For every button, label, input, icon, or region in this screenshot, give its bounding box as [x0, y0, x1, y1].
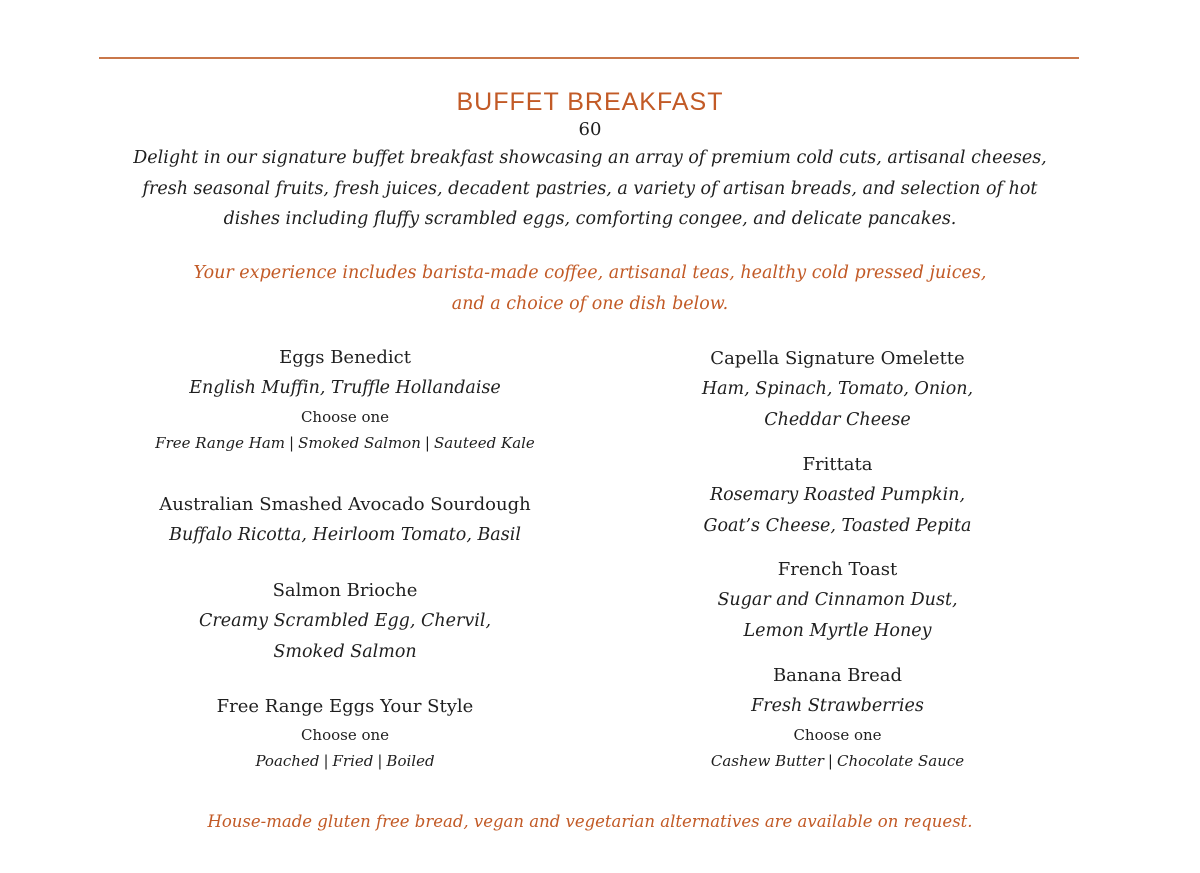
dish-signature-omelette — [625, 343, 1050, 436]
dish-description-line: Buffalo Ricotta, Heirloom Tomato, Basil — [169, 525, 521, 545]
intro-line: Delight in our signature buffet breakfast showcasing an array of premium cold cuts, artisanal cheeses, — [133, 148, 1047, 168]
dish-options — [625, 748, 1050, 774]
option-free-range-ham: Free Range Ham — [155, 434, 286, 452]
dish-name: Salmon Brioche — [272, 580, 418, 601]
top-divider — [99, 57, 1079, 59]
choose-one-label: Choose one — [300, 408, 390, 426]
intro-line: fresh seasonal fruits, fresh juices, decadent pastries, a variety of artisan breads, and selection of hot — [142, 178, 1038, 199]
choose-one-label: Choose one — [300, 726, 390, 744]
menu-price: 60 — [578, 119, 602, 140]
option-smoked-salmon: Smoked Salmon — [298, 434, 421, 452]
option-fried: Fried — [332, 752, 374, 770]
dish-eggs-benedict — [130, 342, 560, 456]
dish-description-line: Smoked Salmon — [273, 642, 417, 662]
option-poached: Poached — [255, 752, 320, 770]
dish-frittata — [625, 449, 1050, 542]
dish-banana-bread — [625, 660, 1050, 774]
dish-description-line: Goat’s Cheese, Toasted Pepita — [703, 516, 972, 536]
dish-name: Banana Bread — [772, 665, 903, 686]
dish-options — [130, 430, 560, 456]
dish-name: Australian Smashed Avocado Sourdough — [159, 494, 531, 515]
dish-options — [130, 748, 560, 774]
dish-french-toast — [625, 554, 1050, 647]
menu-intro — [100, 143, 1080, 235]
dish-description-line: Lemon Myrtle Honey — [743, 621, 932, 641]
dish-description-line: Fresh Strawberries — [751, 696, 924, 716]
intro-line: dishes including fluffy scrambled eggs, comforting congee, and delicate pancakes. — [223, 209, 957, 229]
dish-name: Free Range Eggs Your Style — [216, 696, 474, 717]
dietary-note: House-made gluten free bread, vegan and vegetarian alternatives are available on request. — [207, 812, 973, 831]
option-separator: | — [323, 752, 329, 770]
dish-description-line: Cheddar Cheese — [764, 410, 911, 430]
option-sauteed-kale: Sauteed Kale — [433, 434, 535, 452]
option-boiled: Boiled — [386, 752, 435, 770]
dish-name: French Toast — [777, 559, 898, 580]
experience-note — [100, 258, 1080, 320]
option-separator: | — [289, 434, 295, 452]
dish-description — [130, 606, 560, 668]
dish-description — [130, 520, 560, 551]
option-cashew-butter: Cashew Butter — [710, 752, 824, 770]
option-separator: | — [827, 752, 833, 770]
option-separator: | — [377, 752, 383, 770]
dish-description — [130, 373, 560, 404]
dish-description — [625, 691, 1050, 722]
dish-avocado-sourdough — [130, 489, 560, 551]
choose-one-label: Choose one — [793, 726, 882, 744]
experience-line: Your experience includes barista-made coffee, artisanal teas, healthy cold pressed juices, — [193, 263, 987, 283]
dish-description-line: English Muffin, Truffle Hollandaise — [189, 378, 501, 398]
menu-title: BUFFET BREAKFAST — [456, 88, 724, 116]
dish-description-line: Sugar and Cinnamon Dust, — [717, 590, 958, 610]
option-separator: | — [424, 434, 430, 452]
experience-line: and a choice of one dish below. — [451, 294, 729, 314]
dish-description-line: Ham, Spinach, Tomato, Onion, — [701, 379, 974, 399]
option-chocolate-sauce: Chocolate Sauce — [836, 752, 965, 770]
dish-salmon-brioche — [130, 575, 560, 668]
dish-name: Capella Signature Omelette — [710, 348, 965, 369]
dish-description — [625, 480, 1050, 542]
dish-description-line: Creamy Scrambled Egg, Chervil, — [198, 611, 492, 631]
dish-description — [625, 585, 1050, 647]
dish-name: Eggs Benedict — [279, 347, 411, 368]
dish-name: Frittata — [802, 454, 873, 475]
dish-free-range-eggs — [130, 691, 560, 774]
dish-description-line: Rosemary Roasted Pumpkin, — [709, 485, 966, 505]
dish-description — [625, 374, 1050, 436]
